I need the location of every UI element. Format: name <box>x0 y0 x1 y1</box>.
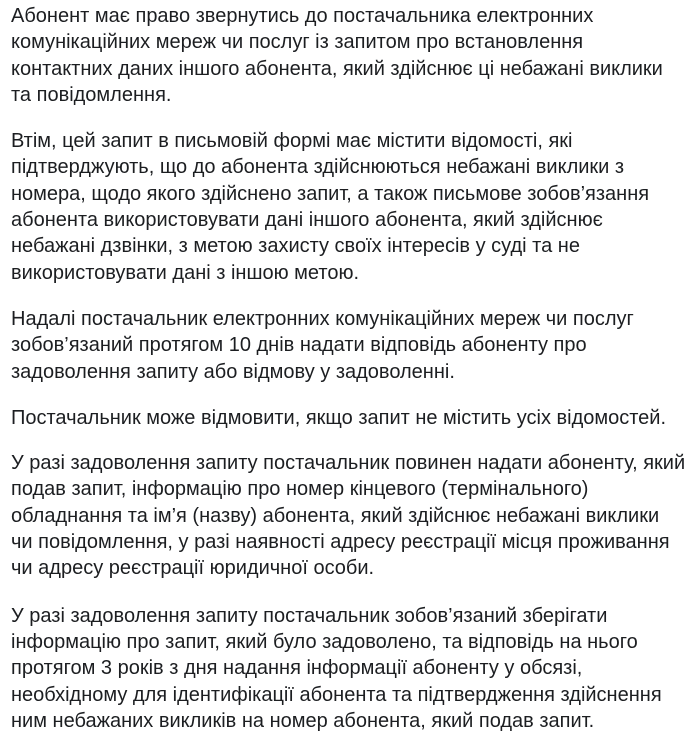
text-line: контактних даних іншого абонента, який здійснює ці небажані виклики <box>11 57 663 80</box>
text-line: У разі задоволення запиту постачальник повинен надати абоненту, який <box>11 452 686 475</box>
text-line: Абонент має право звернутись до постачальника електронних <box>11 5 594 27</box>
text-line: чи адресу реєстрації юридичної особи. <box>11 557 375 580</box>
paragraph-provided-information <box>11 431 688 581</box>
paragraph-data-retention <box>11 582 688 734</box>
text-line: Надалі постачальник електронних комунікаційних мереж чи послуг <box>11 307 634 330</box>
text-line: інформацію про запит, який було задоволено, та відповідь на нього <box>11 630 638 653</box>
text-line: та повідомлення. <box>11 83 172 106</box>
text-line: необхідному для ідентифікації абонента та підтвердження здійснення <box>11 683 662 706</box>
text-line: чи повідомлення, у разі наявності адресу реєстрації місця проживання <box>11 531 670 554</box>
text-line: абонента використовувати дані іншого абонента, який здійснює <box>11 209 603 232</box>
text-line: обладнання та ім’я (назву) абонента, який здійснює небажані виклики <box>11 504 660 527</box>
text-line: Постачальник може відмовити, якщо запит не містить усіх відомостей. <box>11 406 667 429</box>
text-line: задоволення запиту або відмову у задоволенні. <box>11 360 455 383</box>
text-line: використовувати дані з іншою метою. <box>11 261 360 284</box>
paragraph-request-requirements <box>11 108 688 286</box>
text-line: комунікаційних мереж чи послуг із запитом про встановлення <box>11 31 584 54</box>
text-line: подав запит, інформацію про номер кінцевого (термінального) <box>11 478 589 501</box>
text-line: протягом 3 років з дня надання інформації абоненту у обсязі, <box>11 657 583 680</box>
paragraph-request-right <box>11 0 688 108</box>
text-line: небажані дзвінки, з метою захисту своїх інтересів у суді та не <box>11 235 580 258</box>
text-line: У разі задоволення запиту постачальник зобов’язаний зберігати <box>11 604 608 627</box>
text-line: підтверджують, що до абонента здійснюються небажані виклики з <box>11 156 625 179</box>
text-line: ним небажаних викликів на номер абонента, який подав запит. <box>11 709 595 732</box>
paragraph-response-deadline <box>11 286 688 385</box>
paragraph-refusal <box>11 385 688 431</box>
text-line: Втім, цей запит в письмовій формі має містити відомості, які <box>11 130 573 153</box>
text-line: номера, щодо якого здійснено запит, а також письмове зобов’язання <box>11 182 650 205</box>
text-line: зобов’язаний протягом 10 днів надати відповідь абоненту про <box>11 334 587 357</box>
